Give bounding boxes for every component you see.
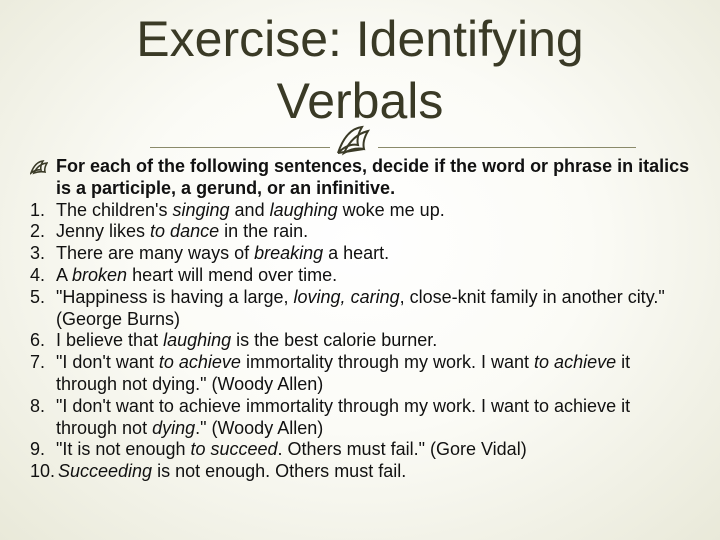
exercise-item xyxy=(30,265,690,287)
sentence-text: Jenny likes xyxy=(56,221,151,242)
sentence-text: "I don't want to achieve immortality through my work. I want to achieve it through not xyxy=(56,395,631,438)
book-ornament-icon xyxy=(334,123,374,157)
sentence-text: immortality through my work. I want xyxy=(240,352,535,373)
divider-line-right xyxy=(378,147,636,148)
italic-verbal: to achieve xyxy=(158,352,241,373)
sentence-text: "I don't want xyxy=(56,352,159,373)
exercise-item xyxy=(30,200,690,222)
sentence-text: is not enough. Others must fail. xyxy=(152,461,407,482)
exercise-number: 5. xyxy=(30,286,46,307)
exercise-item xyxy=(30,352,690,396)
sentence-text: ." (Woody Allen) xyxy=(195,417,324,438)
italic-verbal: Succeeding xyxy=(58,461,153,482)
exercise-item xyxy=(30,439,690,461)
slide-body xyxy=(30,156,690,483)
italic-verbal: to succeed xyxy=(190,439,278,460)
exercise-number: 9. xyxy=(30,439,46,460)
sentence-text: A xyxy=(56,264,73,285)
exercise-item xyxy=(30,461,690,483)
exercise-item xyxy=(30,330,690,352)
sentence-text: . Others must fail." (Gore Vidal) xyxy=(277,439,527,460)
sentence-text: I believe that xyxy=(56,330,164,351)
sentence-text: woke me up. xyxy=(337,199,445,220)
sentence-text: There are many ways of xyxy=(56,243,255,264)
italic-verbal: to dance xyxy=(150,221,220,242)
exercise-number: 3. xyxy=(30,243,46,264)
instruction-paragraph xyxy=(30,156,690,200)
exercise-number: 1. xyxy=(30,199,46,220)
sentence-text: a heart. xyxy=(323,243,390,264)
italic-verbal: to achieve xyxy=(534,352,617,373)
exercise-number: 8. xyxy=(30,395,46,416)
italic-verbal: dying xyxy=(152,417,196,438)
italic-verbal: singing xyxy=(172,199,230,220)
sentence-text: The children's xyxy=(56,199,173,220)
exercise-item xyxy=(30,287,690,331)
exercise-item xyxy=(30,221,690,243)
exercise-number: 10. xyxy=(30,461,56,482)
sentence-text: "Happiness is having a large, xyxy=(56,286,294,307)
sentence-text: is the best calorie burner. xyxy=(231,330,438,351)
sentence-text: heart will mend over time. xyxy=(127,264,338,285)
exercise-number: 2. xyxy=(30,221,46,242)
italic-verbal: laughing xyxy=(163,330,232,351)
divider-line-left xyxy=(150,147,330,148)
exercise-item xyxy=(30,243,690,265)
sentence-text: "It is not enough xyxy=(56,439,191,460)
exercise-item xyxy=(30,396,690,440)
exercise-number: 6. xyxy=(30,330,46,351)
slide-title: Exercise: Identifying Verbals xyxy=(136,11,584,129)
italic-verbal: loving, caring xyxy=(293,286,400,307)
sentence-text: , close-knit family in another city." (George Burns) xyxy=(56,286,665,329)
italic-verbal: broken xyxy=(72,264,128,285)
exercise-list xyxy=(30,200,690,483)
sentence-text: it through not dying." (Woody Allen) xyxy=(56,352,631,394)
sentence-text: in the rain. xyxy=(219,221,309,242)
sentence-text: and xyxy=(229,199,270,220)
italic-verbal: laughing xyxy=(269,199,338,220)
instruction-text: For each of the following sentences, decide if the word or phrase in italics is a participle, a gerund, or an infinitive. xyxy=(56,156,690,198)
exercise-number: 7. xyxy=(30,352,46,373)
exercise-number: 4. xyxy=(30,264,46,285)
italic-verbal: breaking xyxy=(254,243,324,264)
book-bullet-icon xyxy=(30,159,48,175)
